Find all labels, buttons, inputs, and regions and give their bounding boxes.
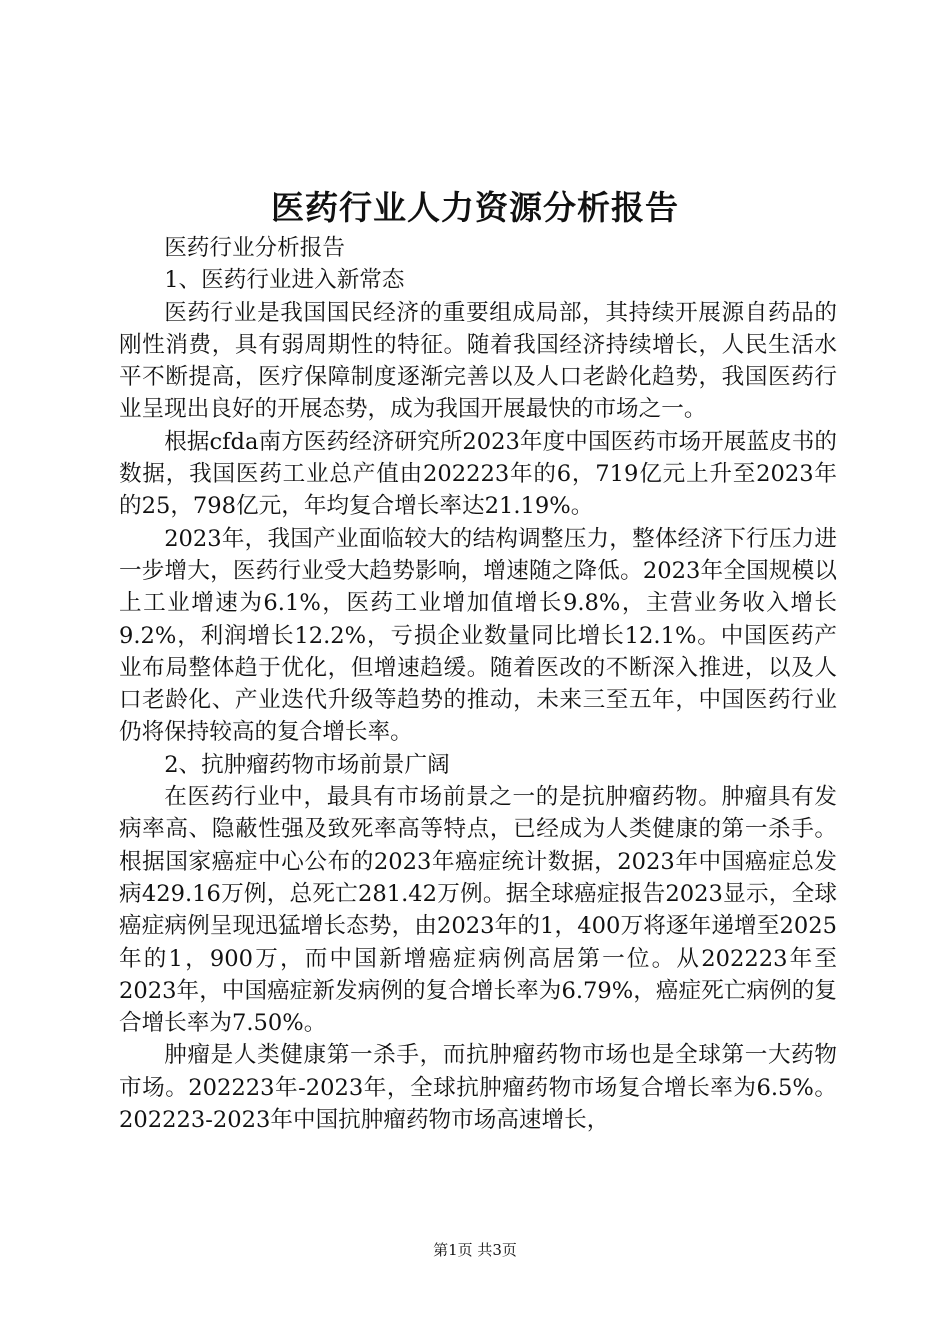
- paragraph: 2023年，我国产业面临较大的结构调整压力，整体经济下行压力进一步增大，医药行业受大趋势影响，增速随之降低。2023年全国规模以上工业增速为6.1%，医药工业增加值增长9.8%，主营业务收入增长9.2%，利润增长12.2%，亏损企业数量同比增长12.1%。中国医药产业布局整体趋于优化，但增速趋缓。随着医改的不断深入推进，以及人口老龄化、产业迭代升级等趋势的推动，未来三至五年，中国医药行业仍将保持较高的复合增长率。: [119, 525, 837, 746]
- page-footer: 第1页 共3页: [433, 1241, 517, 1259]
- document-body: [119, 232, 837, 1136]
- paragraph: 根据cfda南方医药经济研究所2023年度中国医药市场开展蓝皮书的数据，我国医药工业总产值由202223年的6，719亿元上升至2023年的25，798亿元，年均复合增长率达21.19%。: [119, 428, 837, 520]
- document-title: 医药行业人力资源分析报告: [271, 188, 679, 227]
- paragraph: 在医药行业中，最具有市场前景之一的是抗肿瘤药物。肿瘤具有发病率高、隐蔽性强及致死率高等特点，已经成为人类健康的第一杀手。根据国家癌症中心公布的2023年癌症统计数据，2023年中国癌症总发病429.16万例，总死亡281.42万例。据全球癌症报告2023显示，全球癌症病例呈现迅猛增长态势，由2023年的1，400万将逐年递增至2025年的1，900万，而中国新增癌症病例高居第一位。从202223年至2023年，中国癌症新发病例的复合增长率为6.79%，癌症死亡病例的复合增长率为7.50%。: [119, 784, 837, 1037]
- paragraph-subtitle: 医药行业分析报告: [164, 235, 345, 261]
- section-heading-1: 1、医药行业进入新常态: [164, 267, 405, 294]
- paragraph: 医药行业是我国国民经济的重要组成局部，其持续开展源自药品的刚性消费，具有弱周期性的特征。随着我国经济持续增长，人民生活水平不断提高，医疗保障制度逐渐完善以及人口老龄化趋势，我国医药行业呈现出良好的开展态势，成为我国开展最快的市场之一。: [119, 299, 837, 423]
- section-heading-2: 2、抗肿瘤药物市场前景广阔: [164, 751, 450, 778]
- paragraph: 肿瘤是人类健康第一杀手，而抗肿瘤药物市场也是全球第一大药物市场。202223年-2023年，全球抗肿瘤药物市场复合增长率为6.5%。202223-2023年中国抗肿瘤药物市场高速增长，: [119, 1042, 837, 1134]
